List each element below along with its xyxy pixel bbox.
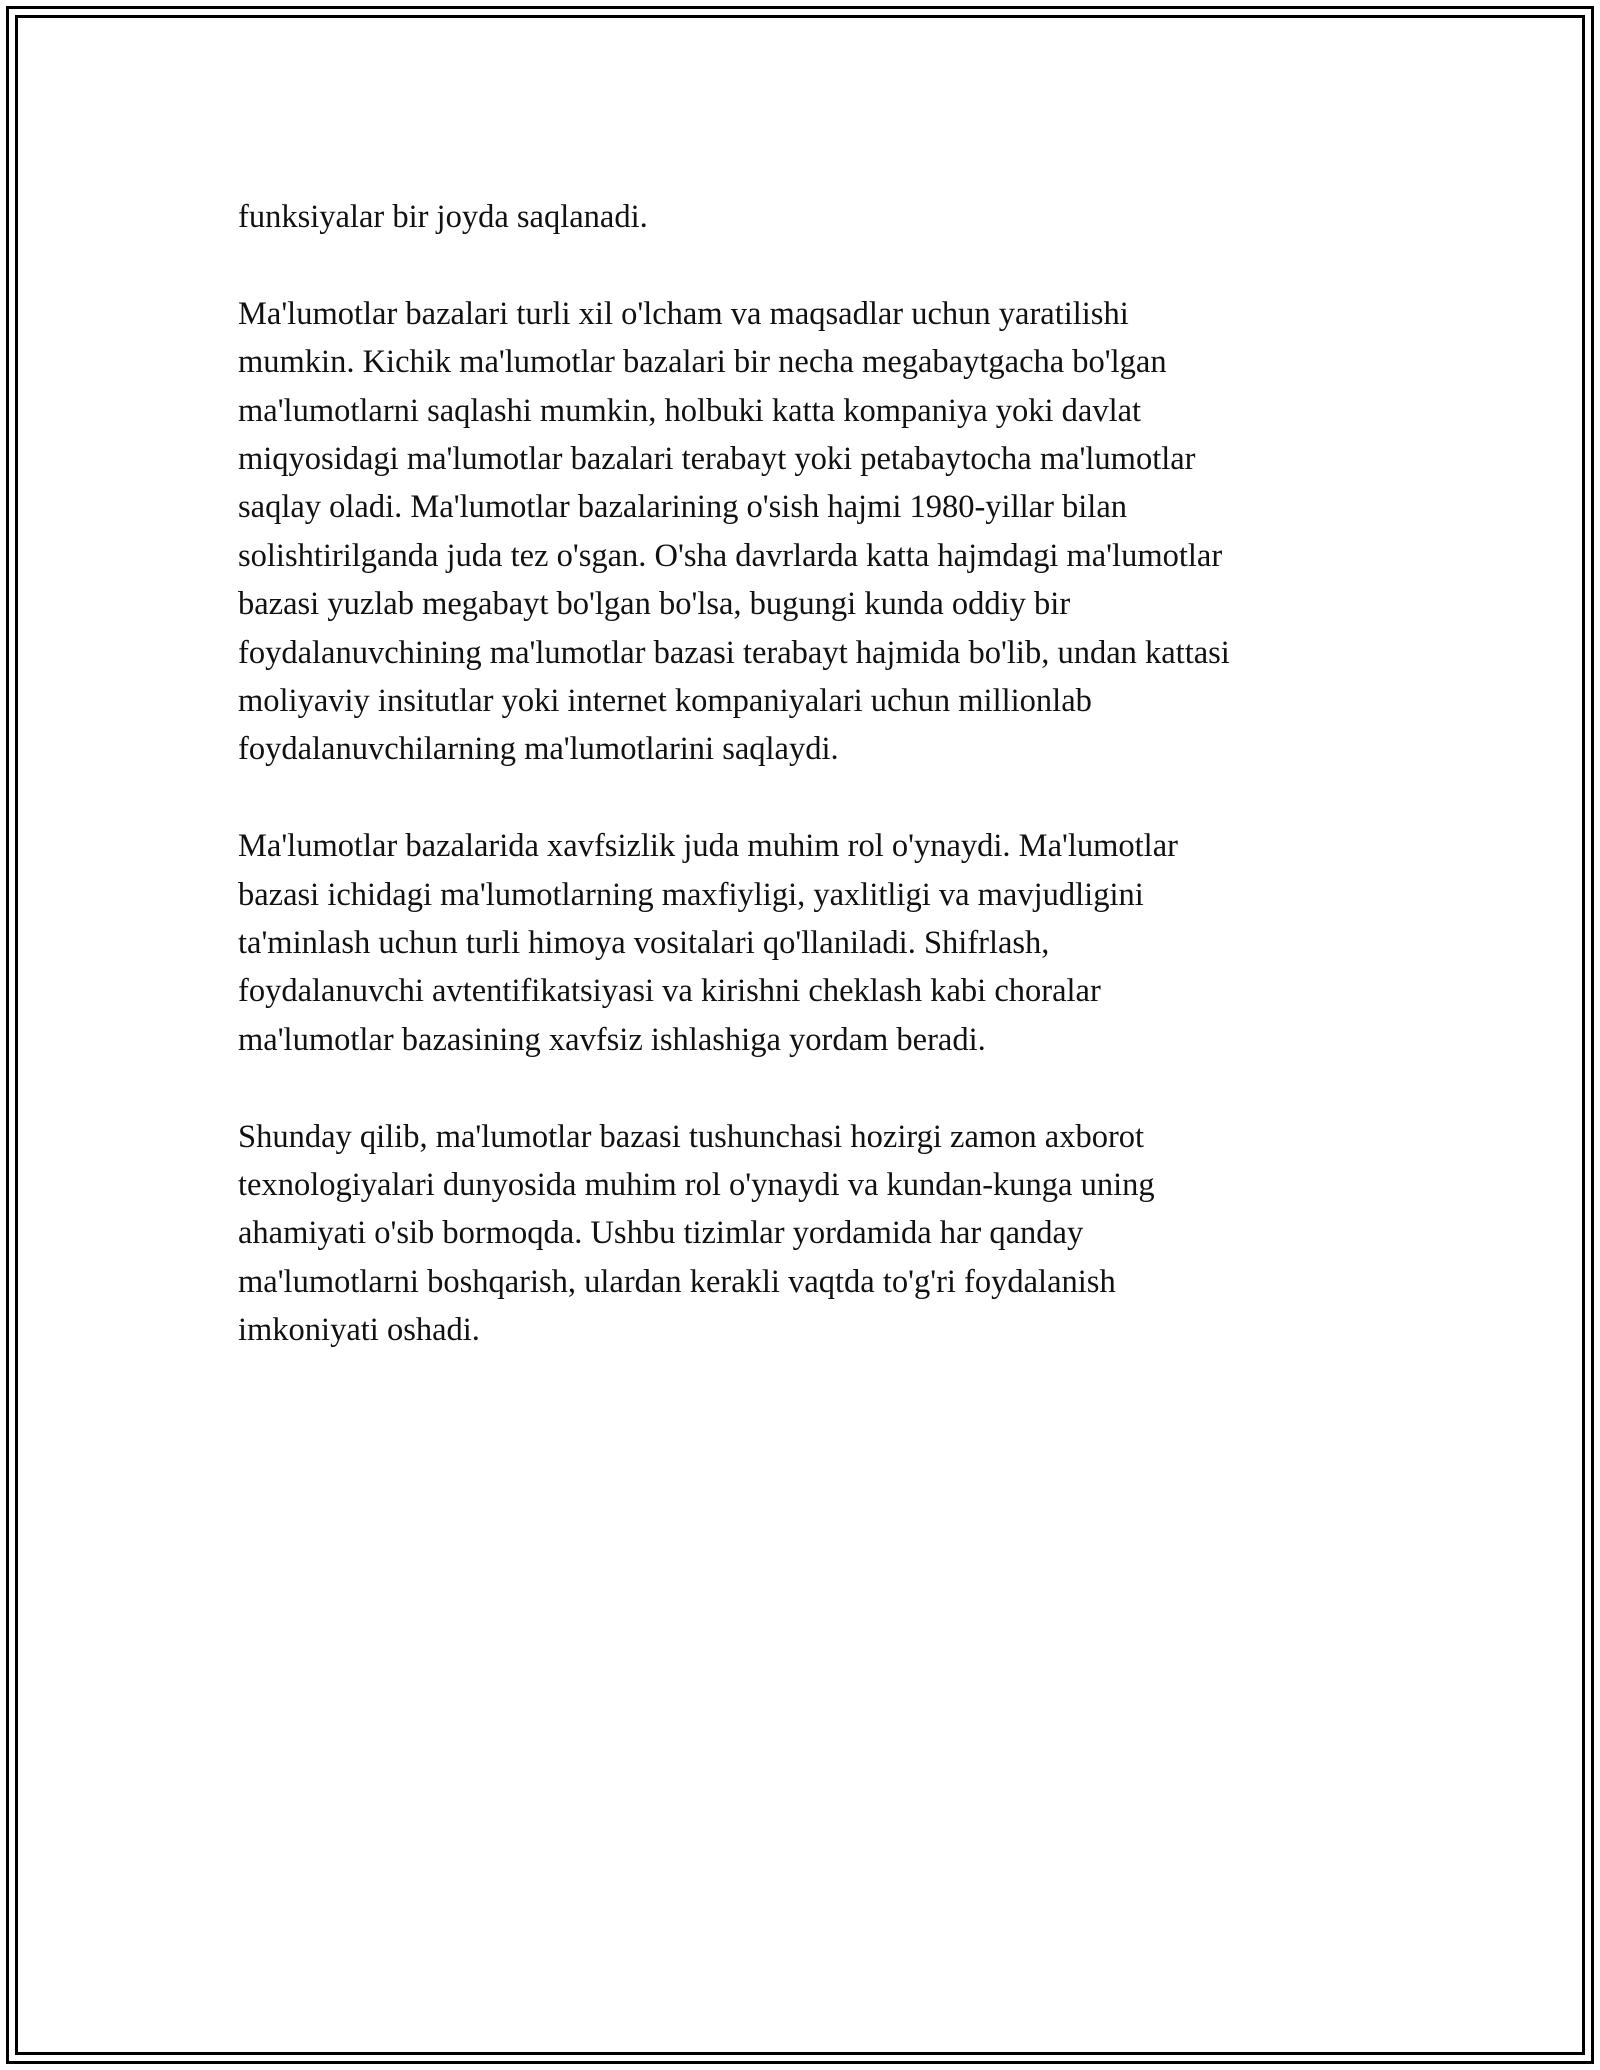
paragraph: Ma'lumotlar bazalarida xavfsizlik juda muhim rol o'ynaydi. Ma'lumotlar bazasi ichidagi ma'lumotlarning maxfiyligi, yaxlitligi va mavjudligini ta'minlash uchun turli himoya vositalari qo'llaniladi. Shifrlash, foydalanuvchi avtentifikatsiyasi va kirishni cheklash kabi choralar ma'lumotlar bazasining xavfsiz ishlashiga yordam beradi. xyxy=(238,828,1178,1058)
paragraph: Ma'lumotlar bazalari turli xil o'lcham va maqsadlar uchun yaratilishi mumkin. Kichik ma'lumotlar bazalari bir necha megabaytgacha bo'lgan ma'lumotlarni saqlashi mumkin, holbuki katta kompaniya yoki davlat miqyosidagi ma'lumotlar bazalari terabayt yoki petabaytocha ma'lumotlar saqlay oladi. Ma'lumotlar bazalarining o'sish hajmi 1980-yillar bilan solishtirilganda juda tez o'sgan. O'sha davrlarda katta hajmdagi ma'lumotlar bazasi yuzlab megabayt bo'lgan bo'lsa, bugungi kunda oddiy bir foydalanuvchining ma'lumotlar bazasi terabayt hajmida bo'lib, undan kattasi moliyaviy insitutlar yoki internet kompaniyalari uchun millionlab foydalanuvchilarning ma'lumotlarini saqlaydi. xyxy=(238,295,1230,768)
document-page xyxy=(6,6,1594,2064)
paragraph: Shunday qilib, ma'lumotlar bazasi tushunchasi hozirgi zamon axborot texnologiyalari dunyosida muhim rol o'ynaydi va kundan-kunga uning ahamiyati o'sib bormoqda. Ushbu tizimlar yordamida har qanday ma'lumotlarni boshqarish, ulardan kerakli vaqtda to'g'ri foydalanish imkoniyati oshadi. xyxy=(238,1118,1155,1349)
document-body xyxy=(238,193,1398,1403)
paragraph: funksiyalar bir joyda saqlanadi. xyxy=(238,199,648,235)
